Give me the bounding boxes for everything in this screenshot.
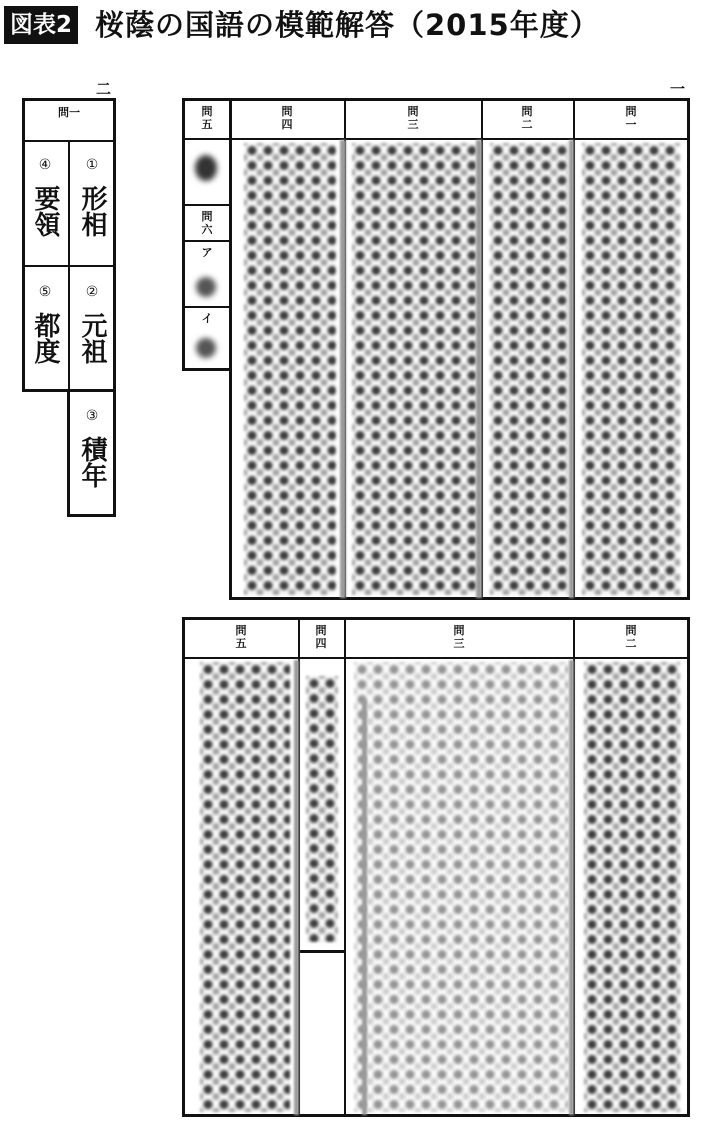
blurred-answer-q4 [244,143,336,595]
blurred-answer-q6-i [196,338,216,358]
answer-word-2: 元祖 [77,312,107,364]
bottom-header-q4: 問 四 [315,624,327,650]
bottom-header-q3: 問 三 [453,624,465,650]
section-number-one: 一 [670,80,686,98]
answer-circle-2: ② [85,284,99,300]
top-header-q2: 問 二 [521,105,533,131]
top-header-q4: 問 四 [281,105,293,131]
top-header-q3: 問 三 [407,105,419,131]
blurred-answer-q1 [582,143,680,595]
top-header-q1: 問 一 [625,105,637,131]
blurred-answer-b-q5 [200,662,290,1112]
answer-word-3: 積年 [77,436,107,488]
bottom-header-q5: 問 五 [235,624,247,650]
answer-circle-4: ④ [38,157,52,173]
bottom-header-q2: 問 二 [625,624,637,650]
blurred-answer-b-q4 [306,676,338,942]
blurred-answer-b-q3 [354,662,568,1112]
answer-circle-1: ① [85,157,99,173]
blurred-answer-b-q2 [584,662,680,1112]
blurred-answer-q6-a [196,277,216,297]
answer-circle-3: ③ [85,408,99,424]
answer-word-5: 都度 [30,312,60,364]
page-title: 桜蔭の国語の模範解答（2015年度） [95,8,600,42]
q6-sub-a: ア [201,246,213,259]
figure-badge: 図表2 [4,6,78,44]
answer-word-1: 形相 [77,185,107,237]
answer-circle-5: ⑤ [38,284,52,300]
blurred-answer-q2 [490,143,568,595]
blurred-answer-q5 [195,155,217,181]
q6-label: 問 六 [201,210,213,236]
blurred-answer-q3 [352,143,476,595]
q1-label: 問一 [58,106,80,119]
q6-sub-i: イ [201,312,213,325]
answer-word-4: 要領 [30,185,60,237]
top-header-q5: 問 五 [201,105,213,131]
section-number-two: 二 [96,80,112,98]
